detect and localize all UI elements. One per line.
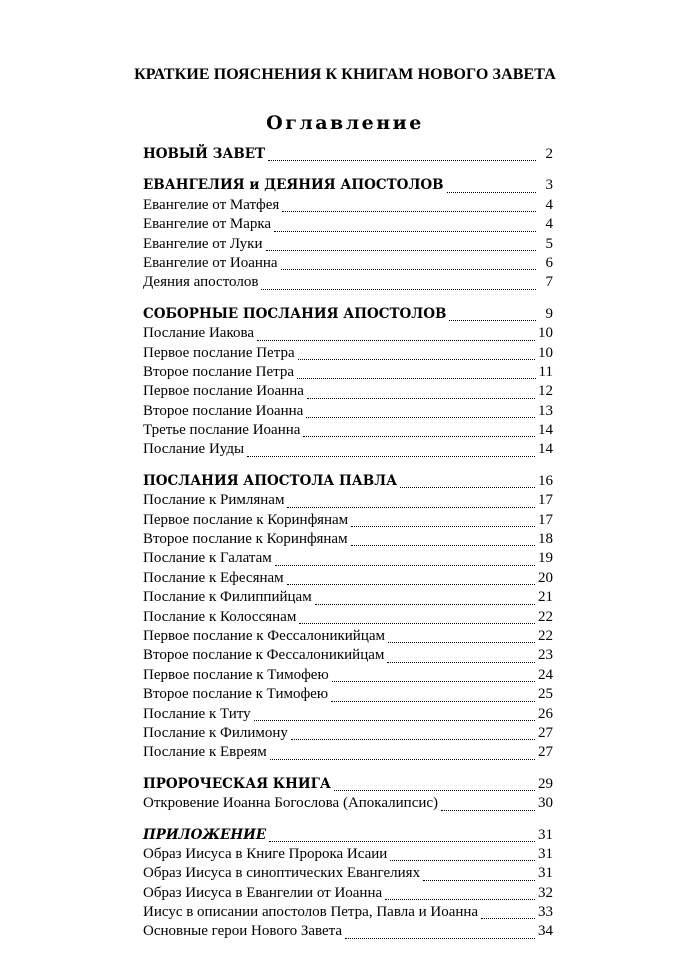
dot-leader: [331, 701, 535, 702]
page-number: 27: [538, 724, 553, 741]
page-number: 11: [538, 363, 553, 380]
page-number: 21: [538, 589, 553, 606]
page-number: 33: [538, 904, 553, 921]
toc-entry[interactable]: [143, 383, 553, 402]
page-number: 10: [538, 325, 553, 342]
toc-entry[interactable]: [143, 403, 553, 422]
page-number: 29: [538, 775, 553, 792]
toc-entry[interactable]: [143, 570, 553, 589]
page-number: 18: [538, 531, 553, 548]
toc-section-heading-label: ПОСЛАНИЯ АПОСТОЛА ПАВЛА: [143, 472, 398, 489]
dot-leader: [400, 487, 535, 488]
toc-entry-label: Первое послание к Фессалоникийцам: [143, 627, 385, 644]
toc-entry[interactable]: [143, 923, 553, 942]
dot-leader: [266, 250, 537, 251]
toc-entry-label: Евангелие от Иоанна: [143, 254, 278, 271]
toc-entry[interactable]: [143, 512, 553, 531]
dot-leader: [282, 211, 536, 212]
document-title: КРАТКИЕ ПОЯСНЕНИЯ К КНИГАМ НОВОГО ЗАВЕТА: [134, 66, 556, 83]
dot-leader: [351, 545, 535, 546]
toc-entry[interactable]: [143, 216, 553, 235]
toc-entry[interactable]: [143, 325, 553, 344]
page-number: 7: [545, 274, 553, 291]
page-number: 31: [538, 865, 553, 882]
toc-heading: Оглавление: [266, 112, 424, 134]
page-number: 3: [545, 177, 553, 194]
toc-section-heading-label: ПРИЛОЖЕНИЕ: [143, 826, 267, 843]
page-number: 4: [545, 196, 553, 213]
page-number: 22: [538, 627, 553, 644]
toc-entry-label: Послание к Ефесянам: [143, 569, 284, 586]
section-gap: [143, 461, 553, 473]
toc-section-heading-label: СОБОРНЫЕ ПОСЛАНИЯ АПОСТОЛОВ: [143, 305, 447, 322]
toc-section-heading-label: ЕВАНГЕЛИЯ и ДЕЯНИЯ АПОСТОЛОВ: [143, 177, 444, 194]
toc-entry-label: Первое послание к Тимофею: [143, 666, 329, 683]
dot-leader: [306, 417, 535, 418]
toc-section-heading[interactable]: [143, 776, 553, 795]
toc-entry-label: Второе послание к Тимофею: [143, 686, 329, 703]
toc-entry-label: Основные герои Нового Завета: [143, 923, 343, 940]
dot-leader: [254, 720, 535, 721]
dot-leader: [385, 899, 535, 900]
toc-entry[interactable]: [143, 744, 553, 763]
toc-section: [143, 473, 553, 764]
page-number: 14: [538, 441, 553, 458]
toc-entry-label: Послание к Евреям: [143, 744, 267, 761]
toc-section: [143, 306, 553, 461]
page-number: 13: [538, 402, 553, 419]
toc-entry-label: Евангелие от Марка: [143, 216, 272, 233]
dot-leader: [261, 289, 536, 290]
page-number: 9: [545, 305, 553, 322]
page-number: 17: [538, 492, 553, 509]
dot-leader: [274, 231, 536, 232]
page-number: 34: [538, 923, 553, 940]
dot-leader: [257, 340, 535, 341]
dot-leader: [291, 739, 535, 740]
toc-section-heading[interactable]: [143, 306, 553, 325]
toc-entry-label: Второе послание к Фессалоникийцам: [143, 647, 385, 664]
toc-section: [143, 146, 553, 165]
toc-entry-label: Второе послание к Коринфянам: [143, 531, 348, 548]
section-gap: [143, 294, 553, 306]
toc-entry-label: Откровение Иоанна Богослова (Апокалипсис): [143, 795, 439, 812]
toc-entry[interactable]: [143, 197, 553, 216]
toc-section-heading-label: ПРОРОЧЕСКАЯ КНИГА: [143, 775, 331, 792]
dot-leader: [268, 160, 536, 161]
dot-leader: [345, 938, 535, 939]
page-number: 14: [538, 422, 553, 439]
toc-entry[interactable]: [143, 531, 553, 550]
dot-leader: [297, 378, 536, 379]
dot-leader: [388, 642, 535, 643]
toc-entry-label: Второе послание Петра: [143, 363, 295, 380]
toc-entry[interactable]: [143, 589, 553, 608]
dot-leader: [287, 584, 535, 585]
toc-entry[interactable]: [143, 422, 553, 441]
toc-entry-label: Послание к Римлянам: [143, 492, 285, 509]
section-gap: [143, 815, 553, 827]
page-number: 4: [545, 216, 553, 233]
dot-leader: [390, 860, 535, 861]
toc-entry-label: Третье послание Иоанна: [143, 422, 301, 439]
toc-entry-label: Послание к Галатам: [143, 550, 272, 567]
page-number: 2: [545, 146, 553, 162]
toc-entry[interactable]: [143, 492, 553, 511]
toc-section: [143, 177, 553, 293]
toc-entry-label: Образ Иисуса в синоптических Евангелиях: [143, 865, 421, 882]
toc-entry[interactable]: [143, 686, 553, 705]
toc-entry[interactable]: [143, 885, 553, 904]
page-number: 27: [538, 744, 553, 761]
dot-leader: [315, 604, 535, 605]
dot-leader: [334, 790, 535, 791]
dot-leader: [351, 526, 535, 527]
dot-leader: [481, 918, 535, 919]
toc-section-heading[interactable]: [143, 827, 553, 846]
toc-entry-label: Послание к Титу: [143, 705, 251, 722]
toc-entry[interactable]: [143, 846, 553, 865]
toc-entry[interactable]: [143, 550, 553, 569]
toc-entry[interactable]: [143, 865, 553, 884]
toc-entry[interactable]: [143, 441, 553, 460]
toc-entry-label: Первое послание Петра: [143, 344, 295, 361]
toc-entry-label: Первое послание к Коринфянам: [143, 511, 349, 528]
toc-entry-label: Деяния апостолов: [143, 274, 259, 291]
toc-entry-label: Иисус в описании апостолов Петра, Павла и Иоанна: [143, 904, 479, 921]
dot-leader: [387, 662, 535, 663]
table-of-contents: [143, 146, 553, 943]
toc-entry-label: Послание к Колоссянам: [143, 608, 297, 625]
dot-leader: [447, 192, 536, 193]
page-number: 6: [545, 254, 553, 271]
toc-entry[interactable]: [143, 364, 553, 383]
dot-leader: [287, 507, 535, 508]
dot-leader: [441, 810, 535, 811]
toc-entry-label: Послание Иакова: [143, 325, 255, 342]
page-number: 19: [538, 550, 553, 567]
toc-entry[interactable]: [143, 345, 553, 364]
page-number: 10: [538, 344, 553, 361]
section-gap: [143, 165, 553, 177]
page-number: 31: [538, 845, 553, 862]
toc-entry[interactable]: [143, 255, 553, 274]
dot-leader: [270, 759, 535, 760]
page-number: 25: [538, 686, 553, 703]
dot-leader: [303, 436, 535, 437]
toc-section-heading[interactable]: [143, 473, 553, 492]
toc-entry-label: Образ Иисуса в Книге Пророка Исаии: [143, 845, 388, 862]
toc-entry-label: Евангелие от Матфея: [143, 196, 280, 213]
toc-entry[interactable]: [143, 274, 553, 293]
toc-entry[interactable]: [143, 667, 553, 686]
toc-entry-label: Первое послание Иоанна: [143, 383, 304, 400]
toc-entry[interactable]: [143, 904, 553, 923]
toc-entry[interactable]: [143, 628, 553, 647]
toc-entry-label: Образ Иисуса в Евангелии от Иоанна: [143, 884, 383, 901]
toc-entry[interactable]: [143, 706, 553, 725]
toc-entry[interactable]: [143, 236, 553, 255]
page-number: 22: [538, 608, 553, 625]
page-number: 17: [538, 511, 553, 528]
dot-leader: [275, 565, 535, 566]
dot-leader: [423, 880, 535, 881]
toc-section-heading-label: НОВЫЙ ЗАВЕТ: [143, 146, 266, 162]
toc-entry-label: Послание Иуды: [143, 441, 245, 458]
dot-leader: [307, 398, 535, 399]
dot-leader: [281, 269, 536, 270]
page-number: 26: [538, 705, 553, 722]
page-number: 5: [545, 235, 553, 252]
dot-leader: [332, 681, 535, 682]
page-number: 24: [538, 666, 553, 683]
page-number: 30: [538, 795, 553, 812]
dot-leader: [247, 456, 535, 457]
dot-leader: [269, 841, 535, 842]
toc-section-heading[interactable]: [143, 146, 553, 165]
toc-entry[interactable]: [143, 647, 553, 666]
dot-leader: [299, 623, 535, 624]
page-number: 12: [538, 383, 553, 400]
toc-entry[interactable]: [143, 795, 553, 814]
page-number: 31: [538, 826, 553, 843]
page-number: 23: [538, 647, 553, 664]
toc-entry[interactable]: [143, 725, 553, 744]
toc-entry-label: Евангелие от Луки: [143, 235, 263, 252]
toc-entry-label: Послание к Филиппийцам: [143, 589, 312, 606]
dot-leader: [449, 320, 536, 321]
toc-section: [143, 827, 553, 943]
toc-section: [143, 776, 553, 815]
page-number: 32: [538, 884, 553, 901]
dot-leader: [298, 359, 535, 360]
toc-entry-label: Послание к Филимону: [143, 724, 288, 741]
page-number: 20: [538, 569, 553, 586]
section-gap: [143, 764, 553, 776]
page-number: 16: [538, 472, 553, 489]
toc-section-heading[interactable]: [143, 177, 553, 196]
toc-entry-label: Второе послание Иоанна: [143, 402, 304, 419]
toc-entry[interactable]: [143, 609, 553, 628]
